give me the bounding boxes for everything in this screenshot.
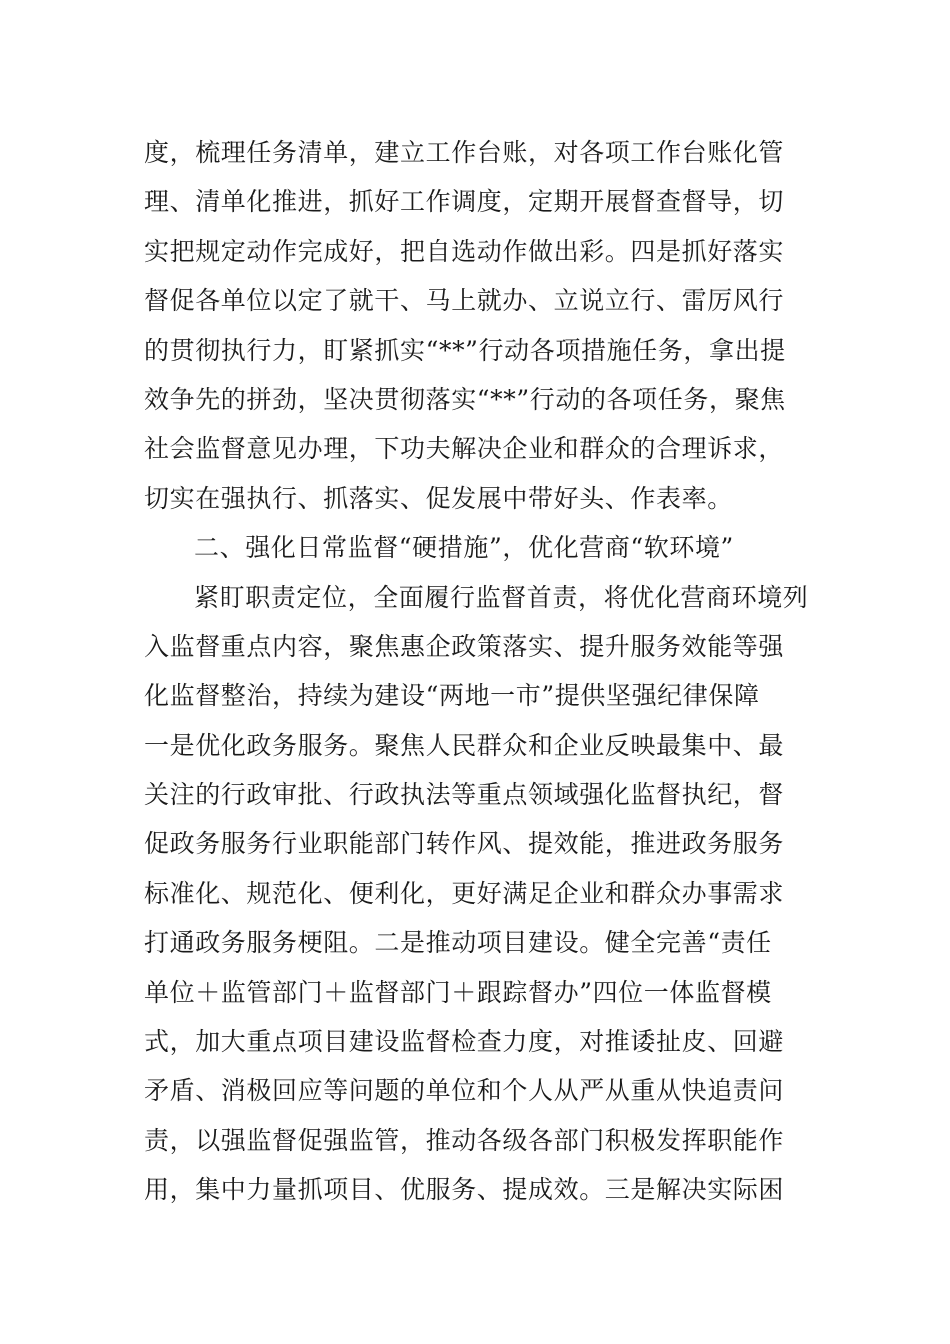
text-line: 标准化、规范化、便利化，更好满足企业和群众办事需求 — [144, 878, 785, 908]
text-line: 单位＋监管部门＋监督部门＋跟踪督办”四位一体监督模 — [144, 977, 772, 1007]
text-line: 关注的行政审批、行政执法等重点领域强化监督执纪，督 — [144, 780, 785, 810]
section-heading: 二、强化日常监督“硬措施”，优化营商“软环境” — [194, 533, 734, 563]
text-line: 社会监督意见办理，下功夫解决企业和群众的合理诉求， — [144, 434, 785, 464]
document-body — [144, 128, 809, 1215]
text-line: 打通政务服务梗阻。二是推动项目建设。健全完善“责任 — [144, 928, 772, 958]
text-line: 矛盾、消极回应等问题的单位和个人从严从重从快追责问 — [144, 1076, 785, 1106]
text-line: 化监督整治，持续为建设“两地一市”提供坚强纪律保障 — [144, 681, 760, 711]
text-line: 效争先的拼劲，坚决贯彻落实“**”行动的各项任务，聚焦 — [144, 384, 786, 414]
text-line: 式，加大重点项目建设监督检查力度，对推诿扯皮、回避 — [144, 1027, 785, 1057]
text-line: 促政务服务行业职能部门转作风、提效能，推进政务服务 — [144, 829, 785, 859]
text-line: 度，梳理任务清单，建立工作台账，对各项工作台账化管 — [144, 138, 785, 167]
text-line: 实把规定动作完成好，把自选动作做出彩。四是抓好落实 — [144, 236, 785, 266]
text-line: 理、清单化推进，抓好工作调度，定期开展督查督导，切 — [144, 187, 785, 217]
text-line: 入监督重点内容，聚焦惠企政策落实、提升服务效能等强 — [144, 631, 785, 661]
text-line: 一是优化政务服务。聚焦人民群众和企业反映最集中、最 — [144, 730, 785, 760]
text-line: 用，集中力量抓项目、优服务、提成效。三是解决实际困 — [144, 1175, 785, 1205]
text-line: 切实在强执行、抓落实、促发展中带好头、作表率。 — [144, 483, 733, 513]
paragraph-first-line: 紧盯职责定位，全面履行监督首责，将优化营商环境列 — [194, 582, 809, 612]
text-line: 的贯彻执行力，盯紧抓实“**”行动各项措施任务，拿出提 — [144, 335, 786, 365]
text-line: 责，以强监督促强监管，推动各级各部门积极发挥职能作 — [144, 1125, 785, 1155]
text-line: 督促各单位以定了就干、马上就办、立说立行、雷厉风行 — [144, 286, 785, 316]
